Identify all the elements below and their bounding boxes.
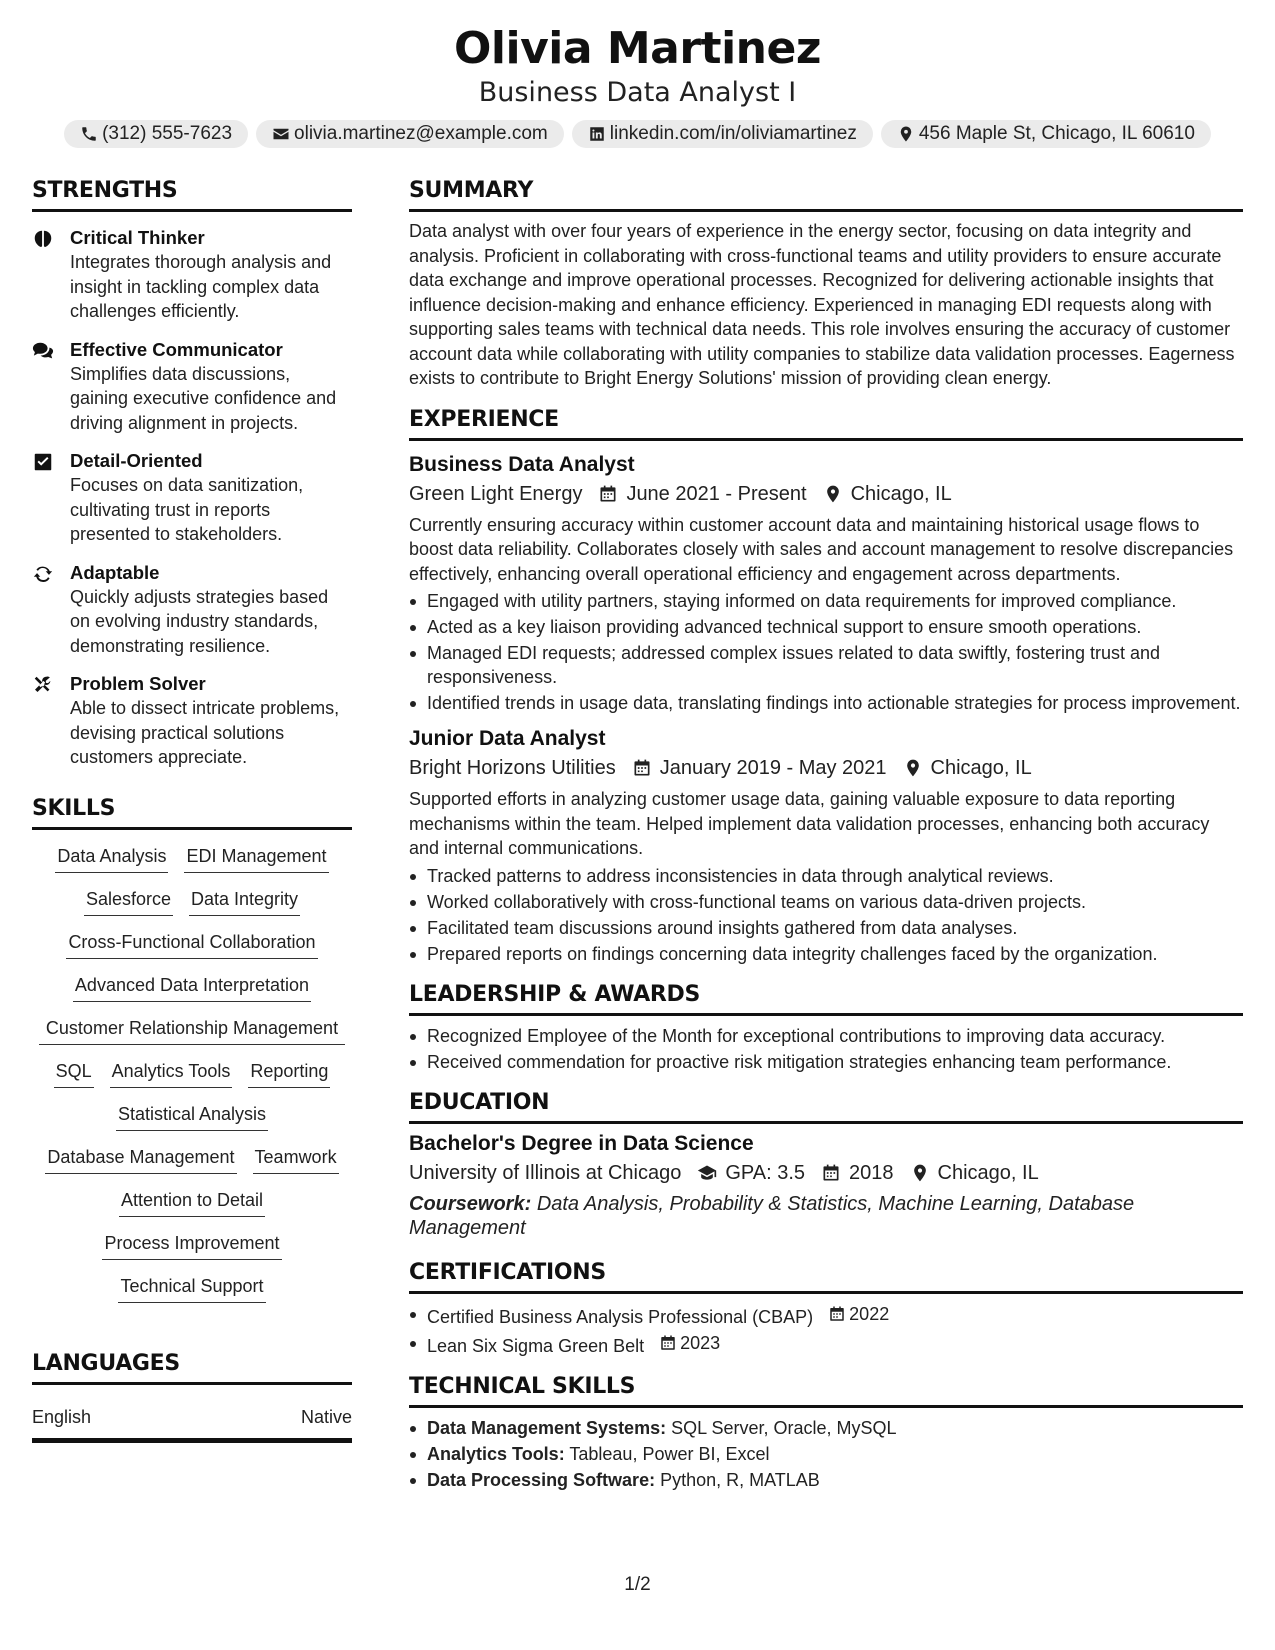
technical-skill-item: [409, 1442, 1243, 1466]
skill-chip: Statistical Analysis: [116, 1102, 268, 1131]
skills-heading: SKILLS: [32, 796, 352, 830]
strength-desc: Able to dissect intricate problems, devising practical solutions customers appreciate.: [70, 698, 340, 767]
job-meta: [409, 479, 1243, 509]
strength-title: Detail-Oriented: [70, 450, 203, 471]
awards-heading: LEADERSHIP & AWARDS: [409, 982, 1243, 1016]
strength-item: [32, 338, 352, 436]
skill-chip: Data Analysis: [55, 844, 168, 873]
brain-icon: [32, 228, 54, 250]
calendar-icon: [659, 1334, 677, 1352]
gpa: GPA: 3.5: [725, 1161, 806, 1184]
linkedin-text: linkedin.com/in/oliviamartinez: [609, 123, 857, 144]
graduation-year: 2018: [849, 1161, 894, 1184]
skill-chip: Teamwork: [253, 1145, 339, 1174]
tools-icon: [32, 674, 54, 696]
job-bullet: Tracked patterns to address inconsistencies in data through analytical reviews.: [409, 864, 1243, 888]
language-row: [32, 1407, 352, 1443]
certification-year: 2023: [680, 1332, 721, 1353]
graduation-cap-icon: [697, 1163, 717, 1183]
phone-text: (312) 555-7623: [102, 123, 233, 144]
resume-header: [0, 22, 1275, 148]
certification-name: Certified Business Analysis Professional (CBAP): [427, 1306, 814, 1327]
strength-desc: Focuses on data sanitization, cultivating trust in reports presented to stakeholders.: [70, 475, 304, 544]
school-name: University of Illinois at Chicago: [409, 1161, 682, 1184]
summary-text: Data analyst with over four years of experience in the energy sector, focusing on data integrity and analysis. Proficient in collaborating with cross-functional teams and utility providers to ensure accurate data exchange and improve operational processes. Recognized for delivering actionable insights that influence decision-making and enhance efficiency. Experienced in managing EDI requests along with supporting sales teams with technical data needs. This role involves ensuring the accuracy of customer account data while collaborating with utility companies to stabilize data validation processes. Eagerness exists to contribute to Bright Energy Solutions' mission of providing clean energy.: [409, 221, 1235, 388]
address-pill[interactable]: [881, 120, 1211, 148]
checkbox-icon: [32, 451, 54, 473]
page-number: 1/2: [624, 1574, 651, 1595]
job-position: Business Data Analyst: [409, 452, 635, 476]
job-bullet: Acted as a key liaison providing advanced technical support to ensure smooth operations.: [409, 615, 1243, 639]
coursework-label: Coursework:: [409, 1192, 532, 1215]
phone-pill[interactable]: [64, 120, 248, 148]
strength-desc: Integrates thorough analysis and insight in tackling complex data challenges efficiently.: [70, 252, 332, 321]
skill-chip: Cross-Functional Collaboration: [66, 930, 317, 959]
award-item: Recognized Employee of the Month for exceptional contributions to improving data accuracy.: [409, 1024, 1243, 1048]
strength-item: [32, 672, 352, 770]
job-description: Supported efforts in analyzing customer usage data, gaining valuable exposure to data reporting mechanisms within the team. Helped implement data validation processes, enhancing both accuracy and internal communications.: [409, 789, 1210, 858]
language-level: Native: [300, 1406, 352, 1427]
education-meta: [409, 1158, 1243, 1188]
map-pin-icon: [897, 125, 915, 143]
technical-skill-value: Tableau, Power BI, Excel: [569, 1443, 770, 1464]
email-text: olivia.martinez@example.com: [294, 123, 548, 144]
awards-list: [409, 1024, 1243, 1074]
calendar-icon: [828, 1305, 846, 1323]
language-name: English: [32, 1406, 92, 1427]
comments-icon: [32, 340, 54, 362]
job-title: Business Data Analyst I: [478, 77, 797, 108]
job-company: Green Light Energy: [409, 482, 583, 505]
job-location: Chicago, IL: [930, 757, 1032, 779]
email-pill[interactable]: [256, 120, 564, 148]
job-company: Bright Horizons Utilities: [409, 757, 616, 779]
certification-item: [409, 1331, 1243, 1358]
job-dates: January 2019 - May 2021: [659, 757, 887, 779]
certification-item: [409, 1302, 1243, 1329]
job-bullet: Engaged with utility partners, staying informed on data requirements for improved compliance.: [409, 589, 1243, 613]
skill-chip: Salesforce: [84, 887, 173, 916]
strength-desc: Simplifies data discussions, gaining executive confidence and driving alignment in projects.: [70, 363, 337, 433]
certifications-list: [409, 1302, 1243, 1358]
candidate-name: Olivia Martinez: [454, 23, 821, 74]
skills-list: [32, 844, 352, 1303]
job-bullets: [409, 864, 1243, 966]
strength-item: [32, 226, 352, 324]
job-description: Currently ensuring accuracy within customer account data and maintaining historical usage flows to boost data reliability. Collaborates closely with sales and account management to resolve discrepancies effectively, enhancing overall operational efficiency and engagement across departments.: [409, 514, 1234, 584]
sync-icon: [32, 563, 54, 585]
job-meta: [409, 753, 1243, 783]
strength-title: Adaptable: [70, 561, 160, 583]
degree: Bachelor's Degree in Data Science: [409, 1131, 754, 1155]
strength-item: [32, 561, 352, 659]
calendar-icon: [598, 484, 618, 504]
left-column: [32, 178, 352, 1443]
job-bullets: [409, 589, 1243, 715]
skill-chip: Process Improvement: [102, 1231, 281, 1260]
strengths-heading: STRENGTHS: [32, 178, 352, 212]
technical-skill-value: SQL Server, Oracle, MySQL: [671, 1417, 897, 1438]
linkedin-pill[interactable]: [572, 120, 873, 148]
summary-heading: SUMMARY: [409, 178, 1243, 212]
job-bullet: Facilitated team discussions around insights gathered from data analyses.: [409, 916, 1243, 940]
skill-chip: EDI Management: [184, 844, 328, 873]
strength-desc: Quickly adjusts strategies based on evolving industry standards, demonstrating resilience.: [70, 586, 329, 656]
strength-title: Critical Thinker: [70, 227, 205, 248]
strength-title: Effective Communicator: [70, 338, 283, 360]
job-location: Chicago, IL: [850, 482, 952, 505]
technical-skill-item: [409, 1416, 1243, 1440]
strength-item: [32, 449, 352, 547]
map-pin-icon: [910, 1163, 930, 1183]
right-column: [409, 178, 1243, 1494]
technical-skills-list: [409, 1416, 1243, 1492]
skill-chip: Database Management: [45, 1145, 236, 1174]
technical-skill-value: Python, R, MATLAB: [660, 1469, 820, 1490]
calendar-icon: [821, 1163, 841, 1183]
languages-heading: LANGUAGES: [32, 1351, 352, 1385]
school-location: Chicago, IL: [937, 1161, 1039, 1184]
technical-skill-label: Data Processing Software:: [427, 1469, 656, 1490]
strength-title: Problem Solver: [70, 673, 206, 694]
skill-chip: SQL: [54, 1059, 94, 1088]
job-bullet: Identified trends in usage data, translating findings into actionable strategies for process improvement.: [409, 691, 1243, 715]
job-position: Junior Data Analyst: [409, 727, 606, 750]
certification-year: 2022: [849, 1303, 890, 1324]
skill-chip: Technical Support: [118, 1274, 265, 1303]
skill-chip: Customer Relationship Management: [39, 1016, 345, 1045]
job-bullet: Managed EDI requests; addressed complex issues related to data swiftly, fostering trust and responsiveness.: [409, 641, 1243, 689]
skill-chip: Advanced Data Interpretation: [73, 973, 311, 1002]
skill-chip: Attention to Detail: [119, 1188, 265, 1217]
calendar-icon: [632, 758, 652, 778]
technical-skill-label: Analytics Tools:: [427, 1443, 565, 1464]
award-item: Received commendation for proactive risk mitigation strategies enhancing team performance.: [409, 1050, 1243, 1074]
skill-chip: Reporting: [248, 1059, 330, 1088]
job-bullet: Prepared reports on findings concerning data integrity challenges faced by the organization.: [409, 942, 1243, 966]
job-dates: June 2021 - Present: [626, 482, 807, 505]
envelope-icon: [272, 125, 290, 143]
coursework-list: Data Analysis, Probability & Statistics, Machine Learning, Database Management: [409, 1192, 1135, 1239]
phone-icon: [80, 125, 98, 143]
technical-skills-heading: TECHNICAL SKILLS: [409, 1374, 1243, 1408]
technical-skill-item: [409, 1468, 1243, 1492]
coursework: [409, 1192, 1243, 1240]
education-heading: EDUCATION: [409, 1090, 1243, 1124]
job-entry: [409, 725, 1243, 966]
certifications-heading: CERTIFICATIONS: [409, 1260, 1243, 1294]
address-text: 456 Maple St, Chicago, IL 60610: [918, 123, 1195, 144]
map-pin-icon: [823, 484, 843, 504]
job-bullet: Worked collaboratively with cross-functional teams on various data-driven projects.: [409, 890, 1243, 914]
linkedin-icon: [588, 125, 606, 143]
experience-heading: EXPERIENCE: [409, 407, 1243, 441]
contact-bar: [0, 120, 1275, 148]
job-entry: [409, 451, 1243, 716]
map-pin-icon: [903, 758, 923, 778]
skill-chip: Analytics Tools: [110, 1059, 233, 1088]
technical-skill-label: Data Management Systems:: [427, 1417, 667, 1438]
certification-name: Lean Six Sigma Green Belt: [427, 1335, 645, 1356]
skill-chip: Data Integrity: [189, 887, 300, 916]
